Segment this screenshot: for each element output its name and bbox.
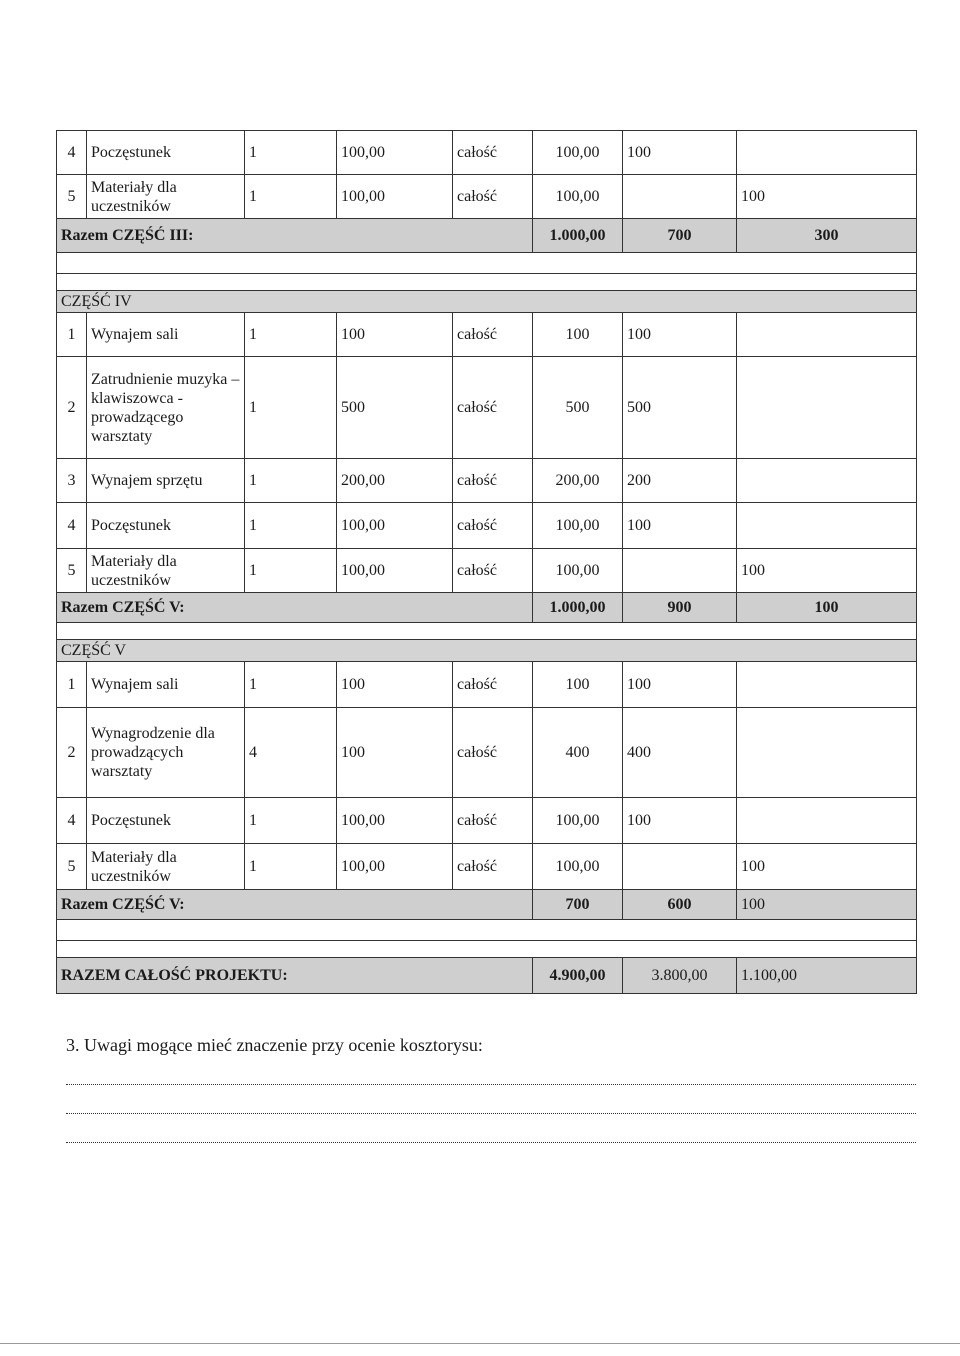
item-name: Materiały dla uczestników <box>87 549 245 593</box>
row-number: 5 <box>57 844 87 890</box>
item-total: 100,00 <box>533 798 623 844</box>
table-row <box>57 798 917 844</box>
section-total-col-b: 100 <box>737 593 917 623</box>
item-name: Wynajem sali <box>87 662 245 708</box>
section-title: CZĘŚĆ V <box>57 640 917 662</box>
item-col-a: 100 <box>623 313 737 357</box>
item-col-b <box>737 459 917 503</box>
table-row <box>57 549 917 593</box>
section-header-row <box>57 291 917 313</box>
item-qty: 1 <box>245 175 337 219</box>
table-row <box>57 357 917 459</box>
item-total: 100 <box>533 662 623 708</box>
section-total-col-b: 300 <box>737 219 917 253</box>
item-qty: 1 <box>245 549 337 593</box>
row-number: 5 <box>57 175 87 219</box>
section-total-value: 1.000,00 <box>533 219 623 253</box>
page-bottom-rule <box>0 1343 960 1344</box>
item-unit: całość <box>453 313 533 357</box>
grand-total-row <box>57 958 917 994</box>
item-unit-price: 100 <box>337 708 453 798</box>
item-total: 500 <box>533 357 623 459</box>
item-col-b <box>737 662 917 708</box>
item-unit: całość <box>453 844 533 890</box>
item-col-a: 100 <box>623 662 737 708</box>
item-col-a: 100 <box>623 798 737 844</box>
spacer-row <box>57 623 917 640</box>
section-total-col-a: 700 <box>623 219 737 253</box>
spacer-row <box>57 253 917 274</box>
item-col-b <box>737 503 917 549</box>
grand-total-col-a: 3.800,00 <box>623 958 737 994</box>
row-number: 5 <box>57 549 87 593</box>
item-unit-price: 100 <box>337 313 453 357</box>
item-total: 400 <box>533 708 623 798</box>
section-total-col-a: 900 <box>623 593 737 623</box>
section-title: CZĘŚĆ IV <box>57 291 917 313</box>
item-qty: 4 <box>245 708 337 798</box>
row-number: 4 <box>57 798 87 844</box>
grand-total-col-b: 1.100,00 <box>737 958 917 994</box>
table-row <box>57 844 917 890</box>
item-total: 200,00 <box>533 459 623 503</box>
item-unit-price: 500 <box>337 357 453 459</box>
dotted-line <box>66 1068 916 1085</box>
table-row <box>57 708 917 798</box>
item-col-a <box>623 175 737 219</box>
budget-table <box>56 130 916 994</box>
item-col-b: 100 <box>737 175 917 219</box>
table-row <box>57 175 917 219</box>
table-row <box>57 662 917 708</box>
item-unit-price: 100,00 <box>337 131 453 175</box>
item-col-b <box>737 313 917 357</box>
item-unit: całość <box>453 798 533 844</box>
item-unit: całość <box>453 708 533 798</box>
item-col-b <box>737 798 917 844</box>
item-name: Materiały dla uczestników <box>87 844 245 890</box>
row-number: 4 <box>57 131 87 175</box>
table-row <box>57 459 917 503</box>
section-total-label: Razem CZĘŚĆ V: <box>57 890 533 920</box>
row-number: 2 <box>57 708 87 798</box>
section-total-value: 1.000,00 <box>533 593 623 623</box>
dotted-line <box>66 1097 916 1114</box>
item-col-a: 200 <box>623 459 737 503</box>
item-unit-price: 100,00 <box>337 549 453 593</box>
item-unit: całość <box>453 357 533 459</box>
section-total-row <box>57 890 917 920</box>
section-total-value: 700 <box>533 890 623 920</box>
item-unit-price: 100,00 <box>337 503 453 549</box>
section-total-col-b: 100 <box>737 890 917 920</box>
row-number: 3 <box>57 459 87 503</box>
table-row <box>57 131 917 175</box>
section-total-row <box>57 593 917 623</box>
item-qty: 1 <box>245 662 337 708</box>
dotted-line <box>66 1126 916 1143</box>
section-total-col-a: 600 <box>623 890 737 920</box>
item-name: Poczęstunek <box>87 798 245 844</box>
item-col-a: 500 <box>623 357 737 459</box>
row-number: 2 <box>57 357 87 459</box>
item-name: Poczęstunek <box>87 131 245 175</box>
item-unit: całość <box>453 459 533 503</box>
row-number: 4 <box>57 503 87 549</box>
grand-total-label: RAZEM CAŁOŚĆ PROJEKTU: <box>57 958 533 994</box>
item-unit-price: 100 <box>337 662 453 708</box>
item-name: Wynagrodzenie dla prowadzących warsztaty <box>87 708 245 798</box>
item-name: Poczęstunek <box>87 503 245 549</box>
item-col-a <box>623 844 737 890</box>
section-total-row <box>57 219 917 253</box>
table-row <box>57 313 917 357</box>
item-col-a: 100 <box>623 131 737 175</box>
item-col-b <box>737 131 917 175</box>
item-qty: 1 <box>245 798 337 844</box>
table-row <box>57 503 917 549</box>
item-unit: całość <box>453 131 533 175</box>
item-total: 100,00 <box>533 131 623 175</box>
item-qty: 1 <box>245 459 337 503</box>
item-unit-price: 100,00 <box>337 798 453 844</box>
item-name: Materiały dla uczestników <box>87 175 245 219</box>
spacer-row <box>57 941 917 958</box>
item-col-b <box>737 357 917 459</box>
item-col-b: 100 <box>737 549 917 593</box>
item-col-b <box>737 708 917 798</box>
item-unit-price: 200,00 <box>337 459 453 503</box>
item-qty: 1 <box>245 357 337 459</box>
item-col-a <box>623 549 737 593</box>
notes-section <box>66 1034 916 1143</box>
item-qty: 1 <box>245 131 337 175</box>
item-qty: 1 <box>245 503 337 549</box>
section-header-row <box>57 640 917 662</box>
section-total-label: Razem CZĘŚĆ III: <box>57 219 533 253</box>
item-total: 100,00 <box>533 175 623 219</box>
item-qty: 1 <box>245 313 337 357</box>
item-name: Wynajem sali <box>87 313 245 357</box>
item-unit: całość <box>453 175 533 219</box>
item-total: 100,00 <box>533 503 623 549</box>
item-unit: całość <box>453 503 533 549</box>
item-col-a: 100 <box>623 503 737 549</box>
item-unit: całość <box>453 549 533 593</box>
item-name: Wynajem sprzętu <box>87 459 245 503</box>
item-unit-price: 100,00 <box>337 844 453 890</box>
item-col-b: 100 <box>737 844 917 890</box>
item-qty: 1 <box>245 844 337 890</box>
item-total: 100,00 <box>533 549 623 593</box>
item-unit-price: 100,00 <box>337 175 453 219</box>
item-total: 100 <box>533 313 623 357</box>
row-number: 1 <box>57 313 87 357</box>
item-unit: całość <box>453 662 533 708</box>
item-col-a: 400 <box>623 708 737 798</box>
grand-total-value: 4.900,00 <box>533 958 623 994</box>
spacer-row <box>57 920 917 941</box>
notes-title: 3. Uwagi mogące mieć znaczenie przy ocenie kosztorysu: <box>66 1035 483 1055</box>
spacer-row <box>57 274 917 291</box>
row-number: 1 <box>57 662 87 708</box>
item-name: Zatrudnienie muzyka – klawiszowca -prowadzącego warsztaty <box>87 357 245 459</box>
item-total: 100,00 <box>533 844 623 890</box>
section-total-label: Razem CZĘŚĆ V: <box>57 593 533 623</box>
